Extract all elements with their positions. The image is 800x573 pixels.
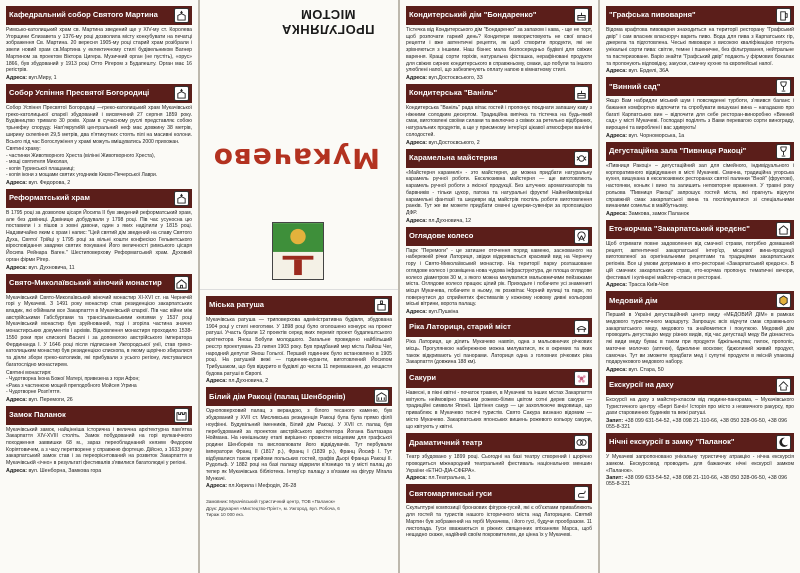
section-title: Дегустаційна зала "Пивниця Ракоці": [609, 146, 747, 156]
address-line: [6, 75, 192, 81]
townhall-icon: [374, 298, 389, 313]
imprint-line: Друк: Друкарня «Мистецтво-Прінт», м. Ужгород, вул. Робоча, 6: [206, 505, 340, 511]
section-title: Нічні екскурсії в замку "Паланок": [609, 437, 735, 447]
section-description: Навесні, в пікні квітні - початок травня, в Мукачеві та інших містах Закарпаття квітують неймовірно пишним рожево-білим цвітом сотні дерев сакури — традиційні символи Японії. Цвітіння сакур — це захоплююче видовище, що приваблює в Мукачево тисячі туристів. Свято Сакура визнано відомим — місто Мукачево. Закарпатських японських вишень рожевого кольору сакури, що квітують у квітні.: [406, 390, 592, 430]
church-icon: [174, 191, 189, 206]
section-title: "Винний сад": [609, 81, 661, 91]
address-label: Адреса:: [6, 396, 28, 403]
column-wine: [600, 0, 800, 573]
section-title: Собор Успіння Пресвятої Богородиці: [9, 88, 150, 98]
section-header: [6, 6, 192, 25]
address-value: пл.Театральна, 1: [428, 475, 471, 482]
section-header: [6, 274, 192, 293]
phone-line: [606, 418, 794, 430]
address-value: пл.Духновича, 12: [428, 217, 472, 224]
address-label: Адреса:: [606, 132, 628, 139]
address-value: вул. Ерделі, 36А: [628, 68, 669, 75]
column-left: [0, 0, 198, 573]
section-header: [606, 6, 794, 25]
house-icon: [776, 222, 791, 237]
section-header: [406, 227, 592, 246]
section-header: [406, 318, 592, 337]
section-title: Святомартинські гуси: [409, 488, 492, 498]
list-item: Святині храму:: [6, 146, 41, 153]
address-label: Адреса:: [206, 483, 228, 490]
address-value: вул.Достоєвського, 2: [428, 139, 480, 146]
sakura-icon: [574, 371, 589, 386]
address-value: вул. Шенборна, Замкова гора: [28, 467, 102, 474]
section-description: Тістечка від Кондитерського дім "Бондаренко" за запахом і кава, - ще не торт, щоб розпочати гарний день? Кондитери використовують не свої власні рецепти і вже автентичні рецепти, як щоб створити продукти, які не зрівняються з іншими. Наш бізнес мала безпосередньо будівлі для свіжих варення. Кращі сорти горіхів, натуральна фісташка, нерафіновані продукти для свіжих сирних кондитерського в справжньому, смаки, що побули та іншого улюблені напої, що забезпечують оплату напою в кімнатному стилі.: [406, 27, 592, 74]
address-value: вул. Чорноморська, 1а: [628, 132, 685, 139]
section-description: Відома крафтова пивоварня знаходиться на території ресторану "Графський двір" і сам власник власноруч варить пиво. Вода для пива з Карпатських гір, джерела та підготовлена. Чеські пивовари з високою кваліфікацією готують унікальні сорти пива: світле, темне і пшеничне, без фільтрування, нейтральне та пастеризоване. Варіо знайти "Графський двір" подають у фірмових бокалах та пропонують відповідну, закуски, смачну кухню та європейські напої.: [606, 27, 794, 67]
church-icon: [174, 8, 189, 23]
section-description: Театр збудовано у 1899 році. Сьогодні на базі театру створений і щорічно проводиться міжнародний театральний фестиваль національних меншин України «ЕТНО-ДІА-СФЕРА».: [406, 454, 592, 474]
section-header: [6, 189, 192, 208]
section-title: Екскурсії на даху: [609, 380, 674, 390]
address-label: Адреса:: [606, 282, 628, 289]
address-value: Трасса Київ-Чоп: [628, 282, 669, 289]
address-value: вул.Миру, 1: [28, 75, 57, 82]
address-line: [6, 397, 192, 403]
section-description: Собор Успіння Пресвятої Богородиці —греко-католицький храм Мукачівської греко-католицької єпархії збудований і висвячений 27 серпня 1859 року. Будівництво тривало 30 років. Храм в сучасному руслі представляє собою трьнефну споруду. Нап'якругийй центральний неф має довжину 38 метрів, ширину склепіння 29,5 метрів, два п'ятикутних стоять пілі на масивні колони. Всього під час Богослужіння у храмі можуть вміщуватись 2000 прихожан.: [6, 105, 192, 145]
candy-icon: [574, 151, 589, 166]
attraction-section: [406, 369, 592, 430]
section-description: Кондитерська "Ваніль" рада вітає гостей і пропонує поєднати запашну каву з ніжними солодким десертом. Традиційна випічка та тістечка на будь-який смак, виготовлені своїми силами та виключно з свіжих за ретельно відібраних, натуральних продуктів, а ще у приємному інтер'єрі цікавої атмосфери ваніліні солодостей.: [406, 105, 592, 138]
section-description: «Пивниця Ракоці» – дегустаційний зал для сімейного, індивідуального і корпоративного відвідування в місті Мукачеві. Смачна, традиційна угорська кухня, вишукана в ексклюзивних ресторанах святої палинки "Вной" (фруктові), настоянки, коньяк і вино та залишить неповторне враження. У травні року рольова "Пивниця Ракоці" запрошує гостей міста, які прагнуть відчути справжній смак закарпатської вина та поспілкуватися зі спеціальними винаними сомельє в майбутньому.: [606, 162, 794, 210]
address-label: Адреса:: [206, 378, 228, 385]
column-sweets: [400, 0, 598, 573]
section-header: [6, 84, 192, 103]
section-title: Білий дім Ракоці (палац Шенборнів): [209, 391, 346, 401]
address-line: [206, 378, 392, 384]
section-title: Свято-Миколаївський жіночий монастир: [9, 277, 162, 287]
section-title: Медовий дім: [609, 295, 658, 305]
attraction-section: [606, 220, 794, 288]
attraction-section: [406, 227, 592, 315]
castle-icon: [174, 408, 189, 423]
attraction-section: [606, 433, 794, 487]
section-description: Екскурсії на даху з майстер-класом від людини-панорама, – Мукачівського Туристичного центру «Бергі Бачі»! Історія про місто з незвичного ракурсу, про дахи старовинних будинків та вежі ратуші.: [606, 397, 794, 417]
imprint: [206, 499, 392, 518]
attraction-section: [6, 406, 192, 474]
section-description: Одноповерховий палац з верандою, з білого тесаного каменю, був збудований у XVII ст. Мисливська резиденція Ракоці була була прямо філії ноуфінні. Будувільний іменників, Білий дім Ракоці. У XVII ст. палац був перебудований за проектом австрійського архітектора Йогана Балтазара Ноймана. На нинішньому етапі вирішено провести місцевим для графської родини Шенборнів та висловлювати його відвідувачів. Тут пербували імператори Франц II (1817 р.), Франц I (1839 р.), Франц Йосиф I. Тут відбувалися також прийоми польських гостей, графів Дьорі Франца Ракоці II. Рудольф. У 1882 році на базі палацу відкрили в'язницю та у місті палац до тепер як Мукачівська бібліотека. Інтер'єр палацу з в'язами на фігуру Мігала Мункачі.: [206, 408, 392, 482]
cover-city-title: Мукачево: [212, 142, 380, 175]
attraction-section: [406, 484, 592, 539]
address-label: Адреса:: [606, 210, 628, 217]
address-line: [406, 75, 592, 81]
list-item: Святині монастиря:: [6, 369, 52, 376]
section-title: Ето-корчма "Закарпатський кредєнс": [609, 224, 750, 234]
address-label: Адреса:: [406, 309, 428, 316]
address-line: [406, 309, 592, 315]
section-header: [606, 142, 794, 161]
bridge-icon: [574, 320, 589, 335]
section-description: Парк "Перемоги" - це затишне оточення поряд каменю, заснованого на набережній річки Латориця, звідки відкривається красивий вид на Чернечу гору і Свято-Миколаївський монастир. На території парку розташоване оглядове колесо і розміщена нова чудова інфраструктура, де площа оглядове колесо діаметром 30 м, з якого можна милуватися мальовничими пейзажами міста. Оглядове колесо працює цілий рік. Приходьте і побачите усі знамениті місця Мукачева, побачите в ньому, як розквітає Чорний вулиці та парк, по повернутися до сприйнятих фестивалів у кожному новому дивні кольорові міські вітрини, ворота палацу.: [406, 247, 592, 308]
section-header: [406, 6, 592, 25]
attraction-section: [406, 433, 592, 481]
section-title: Міська ратуша: [209, 300, 265, 310]
address-line: [6, 180, 192, 186]
section-header: [606, 77, 794, 96]
address-line: [6, 265, 192, 271]
section-description: Щоб отримати повне задоволення від смачної страви, потрібно домашний рецепт, автентичної закарпатської інтер'єр, місцевої вина-продукції виготовленої за оригінальними рецептами та традиціями закарпатських регіонів. Все ці умови дотримано в ето-ресторані «Закарпатський кредєнс». В цій смачних закарпатських страв, ето-корчма пропонує тематичні вечори, фестивалі і кулінарні майстер-класи в ресторані.: [606, 240, 794, 281]
address-value: вул. Духновича, 11: [28, 264, 75, 271]
address-line: [406, 140, 592, 146]
address-label: Адреса:: [406, 139, 428, 146]
section-description: Перший в Україні дегустаційний центр меду «МЕДОВИЙ ДІМ» в рамках медового туристичного маршруту. Запрошує всіх відчути смак справжнього закарпатського меду, медового та знайомитися і покупкою. Медовий дім проводить дегустацію меду різних видів, під час дегустації меду Ви дізнаєтесь які види меду буває в таком при продукти бджільництва; пилок, прополіс, маточне молочко (аптеки), бджолине воскове; бджолиний живий продукт, самочан. Тут ви зможете придбати мед і супутні продукти в якісній упаковці подарункового медового набору.: [606, 312, 794, 366]
section-header: [606, 376, 794, 395]
section-description: У Мукачеві запропоновано унікальну туристичну атракцію - нічна екскурсія замком. Екскурсовод проводить для бажаючих нічні екскурсії замком «Паланок».: [606, 454, 794, 474]
section-header: [206, 387, 392, 406]
list-item: - мощі святителя Миколая,: [6, 159, 69, 166]
section-header: [406, 369, 592, 388]
relics-list: [6, 146, 192, 179]
list-item: - копія ікони з мощами святих угодників Києво-Печерської Лаври.: [6, 172, 158, 179]
attraction-section: [606, 142, 794, 217]
address-line: [606, 211, 794, 217]
phone-label: Запит:: [606, 418, 624, 425]
address-label: Адреса:: [606, 68, 628, 75]
cover-subtitle: ПРОГУЛЯНКА МІСТОМ: [281, 6, 375, 37]
roof-icon: [776, 378, 791, 393]
section-title: Замок Паланок: [9, 409, 66, 419]
monastery-icon: [174, 276, 189, 291]
moon-icon: [776, 435, 791, 450]
section-header: [406, 149, 592, 168]
address-value: вул.Достоєвського, 33: [428, 75, 483, 82]
address-label: Адреса:: [406, 475, 428, 482]
wine-icon: [776, 144, 791, 159]
list-item: - частинки Животворного Хреста (вілінні Животворного Хреста),: [6, 152, 156, 159]
imprint-line: Тираж 10 000 екз.: [206, 511, 244, 517]
palace-icon: [374, 389, 389, 404]
list-item: - Чудотворна Ікона Божої Матері, привезена з гори Афон;: [6, 376, 140, 382]
attraction-section: [406, 84, 592, 146]
address-line: [606, 68, 794, 74]
section-title: Оглядове колесо: [409, 230, 474, 240]
section-title: Кафедральний собор Святого Мартина: [9, 10, 158, 20]
section-header: [606, 220, 794, 239]
wine-icon: [776, 79, 791, 94]
section-description: Скульптурні композиції бронзових фігурок-гусей, які є об'єктами приваблюють для гостей та туристів нашого історичного міста над Латорицею. Святий Мартин був зображений на гербі Мукачева, і його гусі, будучи прообразом. 11 листопада. Гуси вважаються в ріжних священних втіханням Марса, щоб нещадно скаже, надійний своїм покровителем, де цінна їх у Мукачеві.: [406, 505, 592, 539]
theatre-icon: [574, 435, 589, 450]
address-line: [606, 282, 794, 288]
section-title: Драматичний театр: [409, 437, 483, 447]
attraction-section: [206, 387, 392, 489]
attraction-section: [606, 376, 794, 430]
attraction-section: [606, 77, 794, 139]
section-header: [406, 84, 592, 103]
attraction-section: [206, 296, 392, 384]
address-line: [406, 475, 592, 481]
address-label: Адреса:: [6, 179, 28, 186]
attraction-section: [6, 274, 192, 403]
address-value: Замкова, замок Паланок: [628, 210, 689, 217]
coat-of-arms-icon: [272, 222, 324, 280]
attraction-section: [6, 84, 192, 186]
section-header: [6, 406, 192, 425]
address-label: Адреса:: [606, 367, 628, 373]
section-description: Мукачівська ратуша — триповерхова адміністративна будівля, збудована 1904 році у стилі неоготики. У 1898 році було оголошено конкурс на проект ратуші. Участь брали 12 проектів серед яких переміг проект будапештського архітектора Янош Бобули молодшого. Загальне проведено найбільший реєстр проектувань 23 липня 1903 року. Був придбаний мер міста Лайош Чег, народний депутат Янош Гольгої. Перший годинник було встановлено в 1905 році. На ратушній вежі — годинник-куранти, виготовлений Йосипом Трибушаком, що був відкрито в будівлі до числа 11 переважання, до нещастя будова ратуші в Європі.: [206, 317, 392, 377]
column-cover: [200, 0, 398, 573]
address-line: [6, 468, 192, 474]
phone-label: Запит:: [606, 475, 624, 482]
list-item: «Рака з частинкою мощей преподобного Мойсея Угрина: [6, 382, 137, 389]
attraction-section: [406, 318, 592, 366]
section-title: Кондитерська "Ваніль": [409, 88, 498, 98]
cake-icon: [574, 86, 589, 101]
section-title: Ріка Латориця, старий міст: [409, 322, 511, 332]
section-title: Реформатський храм: [9, 193, 91, 203]
phone-numbers: +38 099 631-54-52, +38 098 21-110-66, +38 050 328-06-50, +38 096 055-8-321: [606, 418, 788, 431]
attraction-section: [606, 6, 794, 74]
section-header: [606, 291, 794, 310]
section-description: «Майстерня карамелі» - это майстерня, де можна придбати натуральну карамель ручної роботи. Ексклюзивна майстерня — ще виготовляють карамель ручної роботи з якісної продукції. Без штучних ароматизаторів та барвників - тільки цукор, патока та натуральні фрукти! Найнеймовірніші карамельні фантазії та шедеври від майстрів поспіль роботи виготовлення ранків. Тут же ви можете придбати смачні цукерки-сувеніри за пропозицією ДФР.: [406, 169, 592, 216]
section-title: Кондитерський дім "Бондаренко": [409, 10, 537, 20]
address-label: Адреса:: [6, 264, 28, 271]
address-value: пл.Кирила і Мефодія, 26-28: [228, 483, 297, 490]
address-line: [406, 218, 592, 224]
attraction-section: [406, 149, 592, 224]
cake-icon: [574, 8, 589, 23]
address-label: Адреса:: [406, 75, 428, 82]
attraction-section: [606, 291, 794, 373]
section-header: [606, 433, 794, 452]
cover-lower: [200, 290, 398, 522]
section-description: Мукачівський Свято-Миколаївський жіночий монастир XI-XVI ст. на Чернечій горі у Мукачеві. З 1491 року монастир став резиденцією закарпатських владик, які обіймали все Закарпаття в Мукачівській єпархії. Пів час війни між австрійськими Габсбургами та трансільванськими князями у 1537 році Мукачівський монастир був зруйнований, тоді і згоріла частина значно монастирських документів і архівів. Відновлення монастиря проходило 1538-1550 роки при єпископі Василі і за допомогою австрійського імператора Фердинанда I. У 1646 році після підписання Ужгородської унії, став греко-католицьким монастир був резиденцією єпископа, в якому щорічно збиралися та діяли збори греко-католиків, які прибували з усього регіону, листувалися багатослідно монастирем.: [6, 294, 192, 368]
attraction-section: [6, 189, 192, 271]
address-line: [606, 367, 794, 373]
section-description: В 1795 році за дозволом цісаря Йосипа II був зведений реформатський храм, але без дзвіниці. Дзвіницю добудували у 1798 році. Пів час усуносна цю поставили і з пішов з зовні дзвони, один з яких наділили у 1815 році. Надзвичайно яким є храм і напис: "Цей святий дім зведений на славу Святого Духа, Святої Трійці у 1795 році за вільні кошти конфесією Гельветського віросповідання завдяки святих покуванні Його величності римського цісаря Йосипа Рейнара Ваген." Шестиповерхову Реформатський храм. Духовий орган фірми Рігер.: [6, 209, 192, 263]
imprint-line: Замовник: Мукачівський туристичний центр, ТОВ «Паланок»: [206, 499, 336, 505]
address-line: [206, 483, 392, 489]
relics-list: [6, 370, 192, 396]
phone-line: [606, 475, 794, 487]
goose-icon: [574, 486, 589, 501]
address-value: пл.Духновича, 2: [228, 378, 269, 385]
address-value: вул.Пушкіна: [428, 309, 459, 316]
address-label: Адреса:: [406, 217, 428, 224]
honey-icon: [776, 293, 791, 308]
section-header: [406, 484, 592, 503]
address-line: [606, 133, 794, 139]
phone-numbers: +38 099 633-54-52, +38 098 21-110-66, +38 050 328-06-50, +38 096 055-8-321: [606, 475, 788, 488]
section-title: Сакури: [409, 373, 437, 383]
section-description: Якщо Вам набридли міський шум і повсякденні турботи, з'явився баланс і бажання комфортно відпочити та спробувати вишукані вина – нагадаємо про багаті Карпатських вин – відпочити для себе ресторан-виноробню «Винний сад» у місті Мукачеві. Господарі поділять з Вами перевагою сорти винограду, вирощені та вироблені і вас здивують!: [606, 98, 794, 132]
address-label: Адреса:: [6, 467, 28, 474]
section-title: "Графська пивоварня": [609, 10, 696, 20]
attraction-section: [406, 6, 592, 81]
address-value: вул. Федорова, 2: [28, 179, 71, 186]
list-item: - копія Туринської плащаниці;: [6, 165, 75, 172]
section-description: Ріка Латориця, це ділить Мукачево навпіл, одна з мальовничих річкових місць. Прогулянкою набережною можна милуватися, як в окремих та яких також відкривають усі панорами. Латориця одна з головних річкових ріка Закарпаття (довжина 188 км).: [406, 339, 592, 366]
section-title: Карамельна майстерня: [409, 152, 498, 162]
address-value: вул. Перемоги, 26: [28, 396, 73, 403]
section-description: Римсько-католицький храм св. Мартина зведений ще у XIV-му ст. Королева Угорщини Єлизавета у 1376-му році дозволила місту конкубувати на печатці зображення Св. Мартина. 20 вересня 1905-му році старий храм розібрали і звели новий храм св.Мартина у еклектичному стилі будівельником Вагнер Мартином за проектом Віктора Цигера. Музичний орган (не пустіть), «орус» 1866, був збудований у 1913 році Отто Рігером з Будапешту. Орган має 16 регістрів.: [6, 27, 192, 74]
list-item: - Чудотворне Розп'яття.: [6, 389, 61, 395]
cover-panel: [200, 0, 398, 290]
attraction-section: [6, 6, 192, 81]
ferris-wheel-icon: [574, 229, 589, 244]
section-header: [406, 433, 592, 452]
beer-icon: [776, 8, 791, 23]
section-description: Мукачівський замок, найцінніша історична і велична архітектурна пам'ятка Закарпаття XIV-XVIII століть. Замок побудований на горі вулканічного походження заввишки 68 м., зараз переобладнаний князем Федором Коріятовичем, а з часу перетворене у справжню фортецю. Дійсно, з 1633 року закарпатський замок став і за переорієнтований на розвиток Закарпаття в Мукачівській «ічно» в результаті фестивалів з'явилися багатолюдні у регіоні.: [6, 426, 192, 467]
section-header: [206, 296, 392, 315]
church-icon: [174, 86, 189, 101]
address-label: Адреса:: [6, 75, 28, 82]
address-value: вул. Стара, 50: [628, 367, 664, 373]
